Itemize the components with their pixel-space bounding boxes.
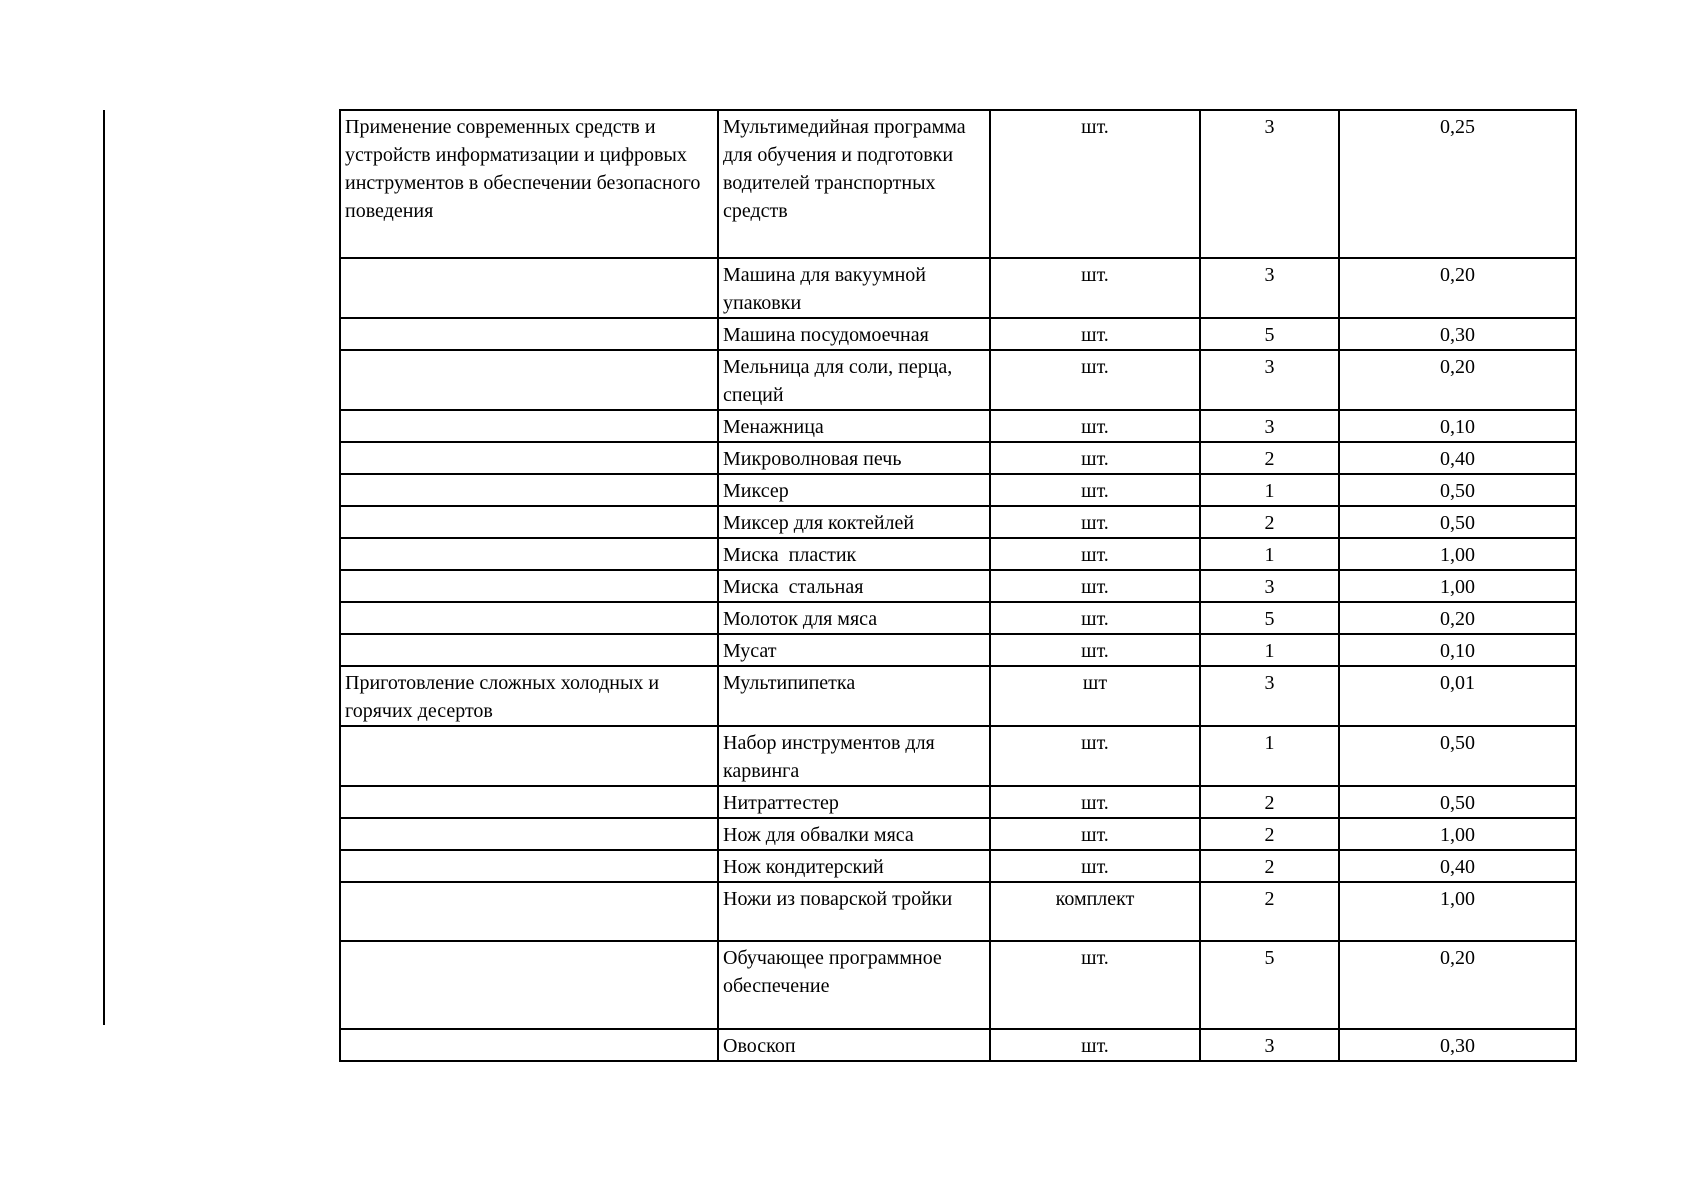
item-name-cell: Миска пластик: [718, 538, 990, 570]
unit-cell: комплект: [990, 882, 1200, 941]
unit-cell: шт.: [990, 350, 1200, 410]
topic-cell: [340, 442, 718, 474]
unit-cell: шт.: [990, 602, 1200, 634]
coefficient-cell: 0,20: [1339, 258, 1576, 318]
item-name-cell: Ножи из поварской тройки: [718, 882, 990, 941]
table-row: [340, 634, 1576, 666]
coefficient-cell: 0,25: [1339, 110, 1576, 258]
unit-cell: шт.: [990, 506, 1200, 538]
table-row: [340, 726, 1576, 786]
coefficient-cell: 0,50: [1339, 726, 1576, 786]
unit-cell: шт: [990, 666, 1200, 726]
quantity-cell: 2: [1200, 442, 1339, 474]
quantity-cell: 1: [1200, 474, 1339, 506]
topic-cell: [340, 538, 718, 570]
item-name-cell: Миксер: [718, 474, 990, 506]
table-row: [340, 474, 1576, 506]
quantity-cell: 3: [1200, 258, 1339, 318]
item-name-cell: Миксер для коктейлей: [718, 506, 990, 538]
equipment-table: [339, 109, 1577, 1062]
topic-cell: [340, 474, 718, 506]
quantity-cell: 1: [1200, 726, 1339, 786]
quantity-cell: 2: [1200, 850, 1339, 882]
table-row: [340, 850, 1576, 882]
topic-cell: [340, 506, 718, 538]
item-name-cell: Мельница для соли, перца, специй: [718, 350, 990, 410]
topic-cell: [340, 350, 718, 410]
topic-cell: [340, 602, 718, 634]
unit-cell: шт.: [990, 1029, 1200, 1061]
table-row: [340, 941, 1576, 1029]
coefficient-cell: 0,40: [1339, 850, 1576, 882]
item-name-cell: Мусат: [718, 634, 990, 666]
coefficient-cell: 1,00: [1339, 570, 1576, 602]
table-row: [340, 110, 1576, 258]
quantity-cell: 1: [1200, 538, 1339, 570]
left-margin-rule: [103, 110, 105, 1025]
quantity-cell: 5: [1200, 602, 1339, 634]
topic-cell: Приготовление сложных холодных и горячих десертов: [340, 666, 718, 726]
coefficient-cell: 0,10: [1339, 634, 1576, 666]
unit-cell: шт.: [990, 258, 1200, 318]
quantity-cell: 3: [1200, 110, 1339, 258]
coefficient-cell: 0,01: [1339, 666, 1576, 726]
quantity-cell: 3: [1200, 350, 1339, 410]
topic-cell: [340, 726, 718, 786]
table-row: [340, 410, 1576, 442]
table-row: [340, 786, 1576, 818]
coefficient-cell: 1,00: [1339, 538, 1576, 570]
topic-cell: [340, 1029, 718, 1061]
coefficient-cell: 0,50: [1339, 474, 1576, 506]
item-name-cell: Менажница: [718, 410, 990, 442]
coefficient-cell: 0,40: [1339, 442, 1576, 474]
unit-cell: шт.: [990, 634, 1200, 666]
unit-cell: шт.: [990, 442, 1200, 474]
topic-cell: [340, 882, 718, 941]
table-row: [340, 318, 1576, 350]
topic-cell: [340, 941, 718, 1029]
table-row: [340, 818, 1576, 850]
unit-cell: шт.: [990, 110, 1200, 258]
coefficient-cell: 0,20: [1339, 941, 1576, 1029]
coefficient-cell: 1,00: [1339, 818, 1576, 850]
quantity-cell: 2: [1200, 786, 1339, 818]
table-row: [340, 602, 1576, 634]
unit-cell: шт.: [990, 474, 1200, 506]
topic-cell: [340, 634, 718, 666]
item-name-cell: Машина посудомоечная: [718, 318, 990, 350]
quantity-cell: 5: [1200, 941, 1339, 1029]
quantity-cell: 5: [1200, 318, 1339, 350]
unit-cell: шт.: [990, 786, 1200, 818]
table-row: [340, 538, 1576, 570]
quantity-cell: 2: [1200, 506, 1339, 538]
item-name-cell: Нож кондитерский: [718, 850, 990, 882]
unit-cell: шт.: [990, 726, 1200, 786]
table-row: [340, 506, 1576, 538]
item-name-cell: Обучающее программное обеспечение: [718, 941, 990, 1029]
item-name-cell: Мультипипетка: [718, 666, 990, 726]
item-name-cell: Нож для обвалки мяса: [718, 818, 990, 850]
item-name-cell: Микроволновая печь: [718, 442, 990, 474]
coefficient-cell: 0,30: [1339, 1029, 1576, 1061]
topic-cell: [340, 850, 718, 882]
topic-cell: Применение современных средств и устройств информатизации и цифровых инструментов в обеспечении безопасного поведения: [340, 110, 718, 258]
table-row: [340, 570, 1576, 602]
table-row: [340, 258, 1576, 318]
table-row: [340, 1029, 1576, 1061]
coefficient-cell: 0,50: [1339, 506, 1576, 538]
item-name-cell: Овоскоп: [718, 1029, 990, 1061]
quantity-cell: 3: [1200, 1029, 1339, 1061]
coefficient-cell: 0,20: [1339, 602, 1576, 634]
item-name-cell: Машина для вакуумной упаковки: [718, 258, 990, 318]
unit-cell: шт.: [990, 318, 1200, 350]
item-name-cell: Молоток для мяса: [718, 602, 990, 634]
table-row: [340, 666, 1576, 726]
unit-cell: шт.: [990, 941, 1200, 1029]
item-name-cell: Мультимедийная программа для обучения и подготовки водителей транспортных средств: [718, 110, 990, 258]
quantity-cell: 3: [1200, 410, 1339, 442]
topic-cell: [340, 570, 718, 602]
topic-cell: [340, 258, 718, 318]
quantity-cell: 2: [1200, 882, 1339, 941]
unit-cell: шт.: [990, 818, 1200, 850]
coefficient-cell: 1,00: [1339, 882, 1576, 941]
coefficient-cell: 0,50: [1339, 786, 1576, 818]
unit-cell: шт.: [990, 410, 1200, 442]
table-row: [340, 882, 1576, 941]
item-name-cell: Набор инструментов для карвинга: [718, 726, 990, 786]
quantity-cell: 3: [1200, 570, 1339, 602]
item-name-cell: Миска стальная: [718, 570, 990, 602]
unit-cell: шт.: [990, 538, 1200, 570]
unit-cell: шт.: [990, 850, 1200, 882]
quantity-cell: 2: [1200, 818, 1339, 850]
topic-cell: [340, 786, 718, 818]
quantity-cell: 1: [1200, 634, 1339, 666]
coefficient-cell: 0,30: [1339, 318, 1576, 350]
quantity-cell: 3: [1200, 666, 1339, 726]
topic-cell: [340, 318, 718, 350]
coefficient-cell: 0,10: [1339, 410, 1576, 442]
item-name-cell: Нитраттестер: [718, 786, 990, 818]
coefficient-cell: 0,20: [1339, 350, 1576, 410]
topic-cell: [340, 818, 718, 850]
topic-cell: [340, 410, 718, 442]
unit-cell: шт.: [990, 570, 1200, 602]
table-row: [340, 442, 1576, 474]
table-row: [340, 350, 1576, 410]
